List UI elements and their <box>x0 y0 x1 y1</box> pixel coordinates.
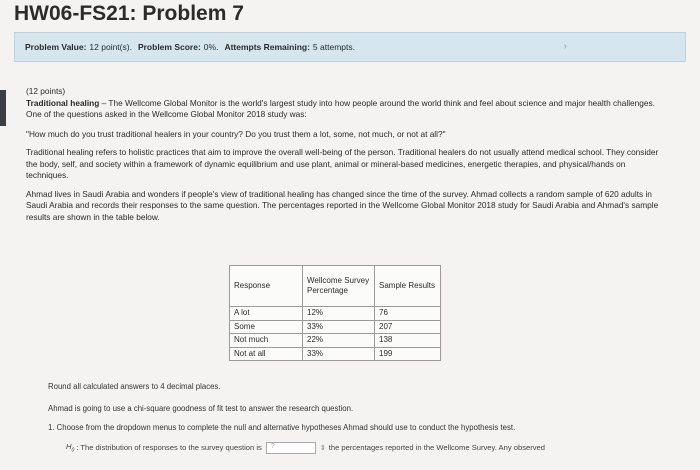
page-title: HW06-FS21: Problem 7 <box>14 2 244 25</box>
attempts-remaining: 5 attempts. <box>312 42 355 52</box>
rounding-instruction: Round all calculated answers to 4 decimal places. <box>48 382 221 391</box>
problem-points: (12 points) <box>26 86 66 96</box>
h0-text: : The distribution of responses to the survey question is <box>76 443 262 452</box>
header-wellcome: Wellcome Survey Percentage <box>303 266 375 307</box>
table-row <box>230 334 441 348</box>
sample-cell: 76 <box>375 307 441 321</box>
problem-body <box>26 86 666 230</box>
percentage-cell: 12% <box>303 307 375 321</box>
problem-heading: Traditional healing <box>26 97 100 108</box>
test-instruction: Ahmad is going to use a chi-square goodness of fit test to answer the research question. <box>48 404 354 413</box>
research-scenario: Ahmad lives in Saudi Arabia and wonders if people's view of traditional healing has changed since the time of the survey. Ahmad collects a random sample of 620 adults in Saudi Arabia and records their responses to the same question. The percentages reported in the Wellcome Global Monitor 2018 study for Saudi Arabia and Ahmad's sample results are shown in the table below. <box>26 188 659 222</box>
response-cell: Not much <box>230 334 303 348</box>
percentage-cell: 33% <box>303 347 375 361</box>
response-cell: Some <box>230 320 303 334</box>
header-response: Response <box>230 266 303 307</box>
problem-value: 12 point(s). <box>89 42 132 52</box>
problem-value-label: Problem Value: <box>25 42 87 52</box>
problem-score: 0%. <box>203 42 219 52</box>
sample-cell: 199 <box>375 347 441 361</box>
response-cell: A lot <box>230 307 303 321</box>
survey-question-quote: "How much do you trust traditional healers in your country? Do you trust them a lot, some, not much, or not at all?" <box>26 128 446 139</box>
percentage-cell: 33% <box>303 320 375 334</box>
h0-dropdown[interactable] <box>266 442 316 454</box>
dropdown-caret-icon[interactable]: ⇕ <box>319 444 326 452</box>
problem-score-label: Problem Score: <box>137 42 201 52</box>
percentage-cell: 22% <box>303 334 375 348</box>
traditional-healing-definition: Traditional healing refers to holistic practices that aim to improve the overall well-being of the person. Traditional healers do not usually attend medical school. They consider the body, self, and society within a framework of dynamic equilibrium and use plant, animal or mineral-based medicines, energetic therapies, and physical/hands on techniques. <box>26 147 659 180</box>
null-hypothesis <box>66 441 656 454</box>
header-sample: Sample Results <box>375 266 441 307</box>
chevron-right-icon[interactable]: › <box>563 41 567 52</box>
table-row <box>230 347 441 361</box>
question-1: 1. Choose from the dropdown menus to complete the null and alternative hypotheses Ahmad should use to conduct the hypothesis test. <box>48 423 516 432</box>
problem-marker <box>0 90 6 126</box>
problem-intro: – The Wellcome Global Monitor is the world's largest study into how people around the world think and feel about science and major health challenges. One of the questions asked in the Wellcome Global Monitor 2018 study was: <box>26 97 655 119</box>
h0-rest-text: the percentages reported in the Wellcome Survey. Any observed <box>328 443 545 452</box>
table-row <box>230 320 441 334</box>
dropdown-placeholder: ? <box>270 442 275 450</box>
table-header-row <box>230 266 441 307</box>
h0-symbol: $H_0$ <box>66 441 75 454</box>
response-cell: Not at all <box>230 347 303 361</box>
problem-info-bar <box>14 32 686 62</box>
results-table <box>229 265 441 361</box>
sample-cell: 138 <box>375 334 441 348</box>
attempts-label: Attempts Remaining: <box>224 42 310 52</box>
sample-cell: 207 <box>375 320 441 334</box>
table-row <box>230 307 441 321</box>
